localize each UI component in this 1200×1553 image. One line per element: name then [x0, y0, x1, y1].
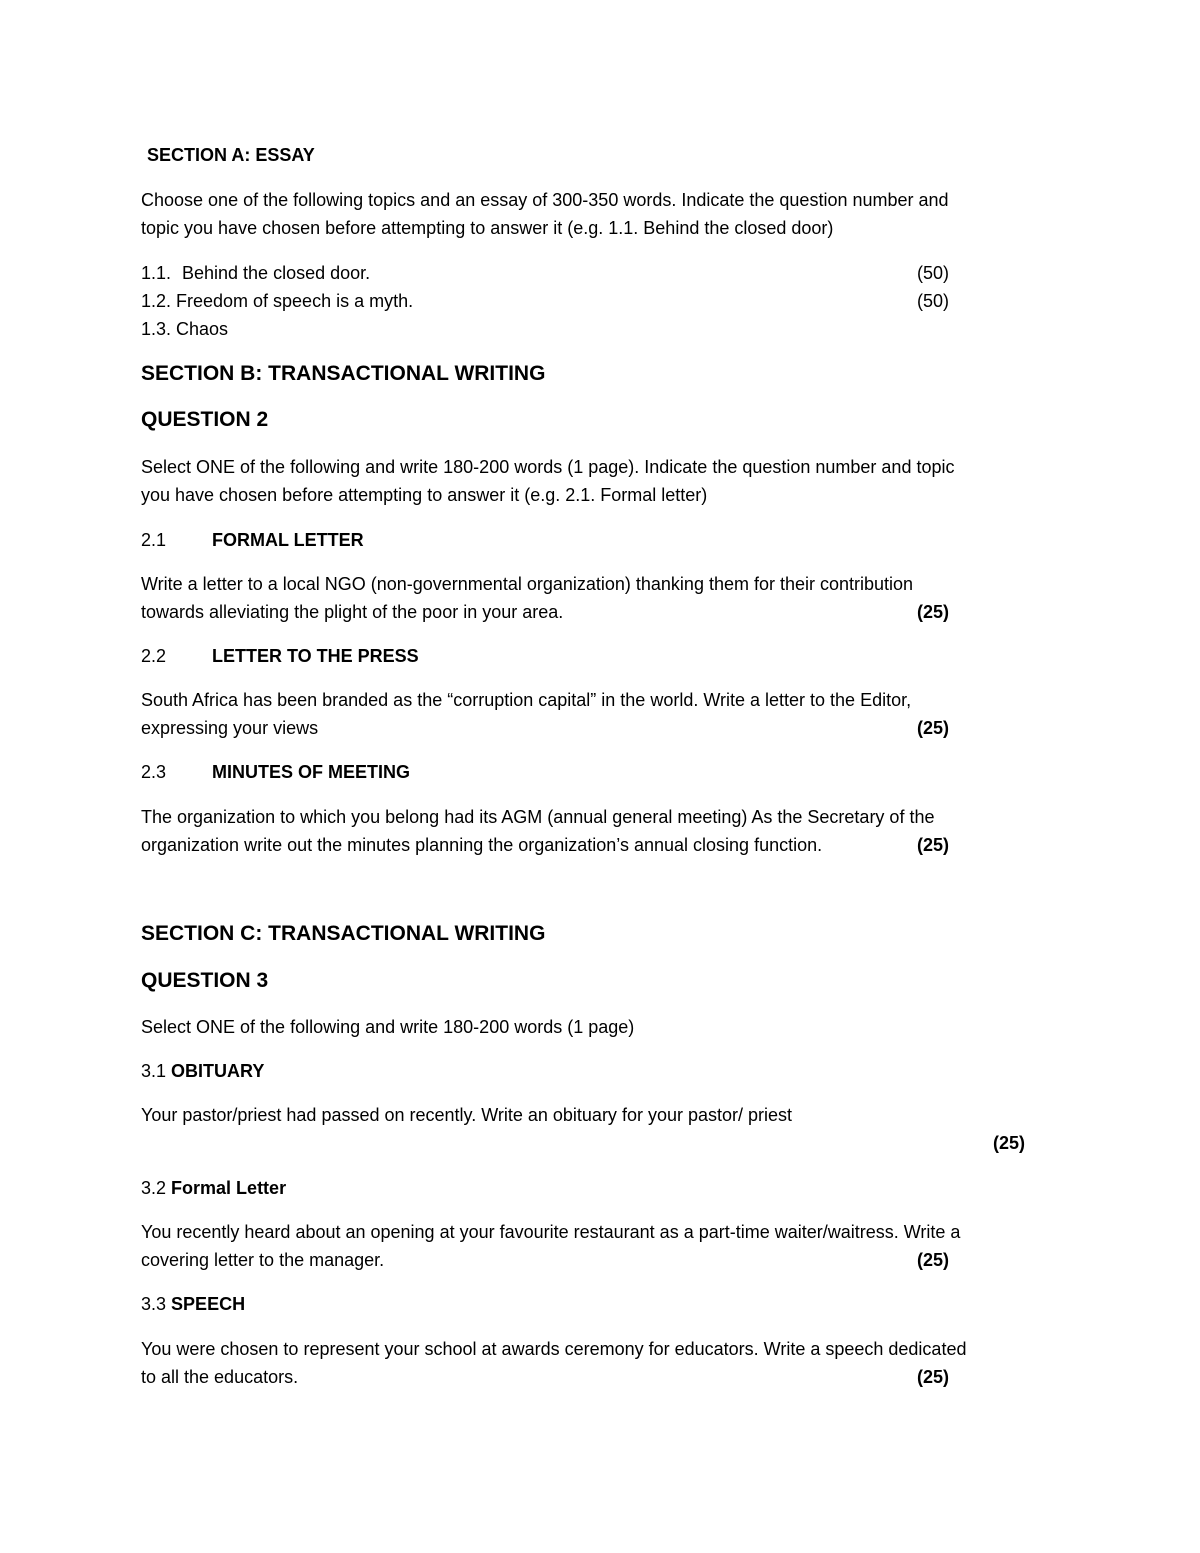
section-c-heading: SECTION C: TRANSACTIONAL WRITING: [141, 922, 546, 945]
item-3-2-marks: (25): [917, 1250, 950, 1270]
topic-1-1-num: 1.1.: [141, 263, 172, 283]
topic-1-2-num: 1.2.: [141, 291, 172, 311]
item-3-2-line1: You recently heard about an opening at your favourite restaurant as a part-time waiter/waitress. Write a: [141, 1222, 961, 1242]
item-2-3-title: MINUTES OF MEETING: [212, 762, 410, 782]
item-2-1-line2: towards alleviating the plight of the poor in your area.: [141, 602, 564, 622]
topic-1-2-text: Freedom of speech is a myth.: [176, 291, 414, 311]
item-3-3-line1: You were chosen to represent your school at awards ceremony for educators. Write a speech dedicated: [141, 1339, 967, 1359]
topic-1-1-marks: (50): [917, 263, 950, 283]
item-3-3-line2: to all the educators.: [141, 1367, 299, 1387]
section-a-intro-line1: Choose one of the following topics and an essay of 300-350 words. Indicate the question number and: [141, 190, 949, 210]
item-3-2-num: 3.2: [141, 1178, 167, 1198]
item-3-1-num: 3.1: [141, 1061, 167, 1081]
item-3-1-line1: Your pastor/priest had passed on recently. Write an obituary for your pastor/ priest: [141, 1105, 793, 1125]
item-3-2-heading: [141, 1177, 286, 1199]
item-3-3-title: SPEECH: [171, 1294, 246, 1314]
question-2-heading: QUESTION 2: [141, 408, 269, 431]
topic-1-2-marks: (50): [917, 291, 950, 311]
item-2-2-num: 2.2: [141, 646, 167, 666]
item-2-3-num: 2.3: [141, 762, 167, 782]
item-2-2-title: LETTER TO THE PRESS: [212, 646, 419, 666]
section-b-intro-line2: you have chosen before attempting to answer it (e.g. 2.1. Formal letter): [141, 485, 708, 505]
topic-1-3-num: 1.3.: [141, 319, 172, 339]
item-2-2-line2: expressing your views: [141, 718, 319, 738]
item-3-1-heading: [141, 1060, 264, 1082]
item-2-3-marks: (25): [917, 835, 950, 855]
item-2-1-title: FORMAL LETTER: [212, 530, 364, 550]
item-3-3-heading: [141, 1293, 245, 1315]
item-2-1-marks: (25): [917, 602, 950, 622]
item-2-3-line1: The organization to which you belong had its AGM (annual general meeting) As the Secretary of the: [141, 807, 935, 827]
item-3-3-num: 3.3: [141, 1294, 167, 1314]
item-3-1-marks: (25): [993, 1133, 1026, 1153]
item-2-1-num: 2.1: [141, 530, 167, 550]
question-3-heading: QUESTION 3: [141, 969, 269, 992]
topic-1-1-text: Behind the closed door.: [182, 263, 371, 283]
item-2-3-line2: organization write out the minutes planning the organization’s annual closing function.: [141, 835, 823, 855]
section-b-intro-line1: Select ONE of the following and write 180-200 words (1 page). Indicate the question number and topic: [141, 457, 955, 477]
item-2-2-marks: (25): [917, 718, 950, 738]
item-3-3-marks: (25): [917, 1367, 950, 1387]
item-3-1-title: OBITUARY: [171, 1061, 265, 1081]
item-2-2-line1: South Africa has been branded as the “corruption capital” in the world. Write a letter to the Editor,: [141, 690, 912, 710]
section-a-intro-line2: topic you have chosen before attempting to answer it (e.g. 1.1. Behind the closed door): [141, 218, 834, 238]
topic-1-3-text: Chaos: [176, 319, 229, 339]
item-3-2-line2: covering letter to the manager.: [141, 1250, 385, 1270]
section-a-heading: SECTION A: ESSAY: [147, 145, 315, 165]
section-c-intro: Select ONE of the following and write 180-200 words (1 page): [141, 1017, 635, 1037]
section-b-heading: SECTION B: TRANSACTIONAL WRITING: [141, 362, 546, 385]
item-3-2-title: Formal Letter: [171, 1178, 287, 1198]
item-2-1-line1: Write a letter to a local NGO (non-governmental organization) thanking them for their contribution: [141, 574, 914, 594]
